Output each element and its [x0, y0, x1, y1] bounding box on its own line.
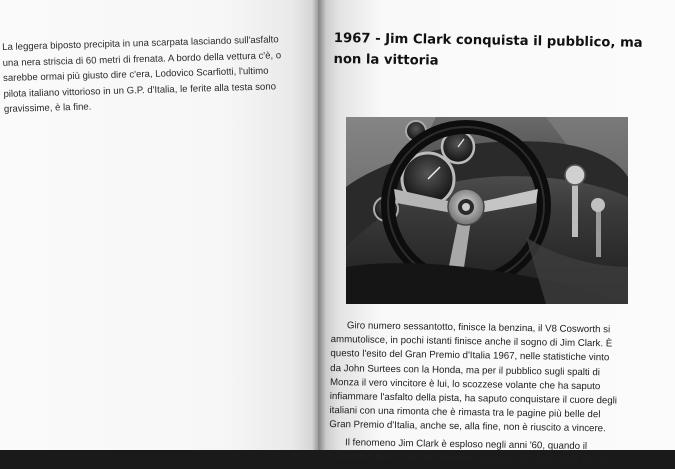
- section-title: [333, 28, 652, 75]
- article-body: [329, 319, 659, 469]
- text-line: Giro numero sessantotto, finisce la benzina, il V8 Cosworth si: [346, 320, 611, 336]
- cockpit-photo: [346, 117, 628, 304]
- text-line: pilota italiano vittorioso in un G.P. d'Italia, le ferite alla testa sono: [3, 81, 277, 100]
- title-line: 1967 - Jim Clark conquista il pubblico, ma: [333, 30, 643, 51]
- text-line: La leggera biposto precipita in una scarpata lasciando sull'asfalto: [2, 34, 279, 53]
- book-gutter: [312, 0, 326, 450]
- text-line: sarebbe ormai più giusto dire c'era, Lodovico Scarfiotti, l'ultimo: [2, 65, 269, 85]
- text-line: gravissime, è la fine.: [3, 101, 92, 116]
- title-line: non la vittoria: [333, 51, 439, 69]
- text-line: questo l'esito del Gran Premio d'Italia 1967, nelle statistiche vinto: [330, 348, 610, 364]
- text-line: campione della Lotus ha dominato la scena dei gran premi con la: [328, 450, 609, 467]
- text-line: una nera striscia di 60 metri di frenata. A bordo della vettura c'è, o: [2, 49, 282, 69]
- text-line: infiammare l'asfalto della pista, ha saputo conquistare il cuore degli: [329, 391, 618, 407]
- left-page: [0, 0, 318, 450]
- text-line: Il fenomeno Jim Clark è esploso negli anni '60, quando il: [344, 436, 588, 452]
- text-line: ammutolisce, in pochi istanti finisce anche il sogno di Jim Clark. È: [330, 334, 613, 350]
- left-page-text: [2, 32, 302, 118]
- text-line: da John Surtees con la Honda, ma per il pubblico sugli spalti di: [330, 362, 601, 378]
- steering-wheel-illustration: [346, 117, 628, 304]
- text-line: Gran Premio d'Italia, anche se, alla fine, non è riuscito a vincere.: [329, 419, 606, 435]
- text-line: Monza il vero vincitore è lui, lo scozzese volante che ha saputo: [329, 376, 601, 393]
- text-line: italiani con una rimonta che è rimasta tra le pagine più belle del: [329, 405, 601, 421]
